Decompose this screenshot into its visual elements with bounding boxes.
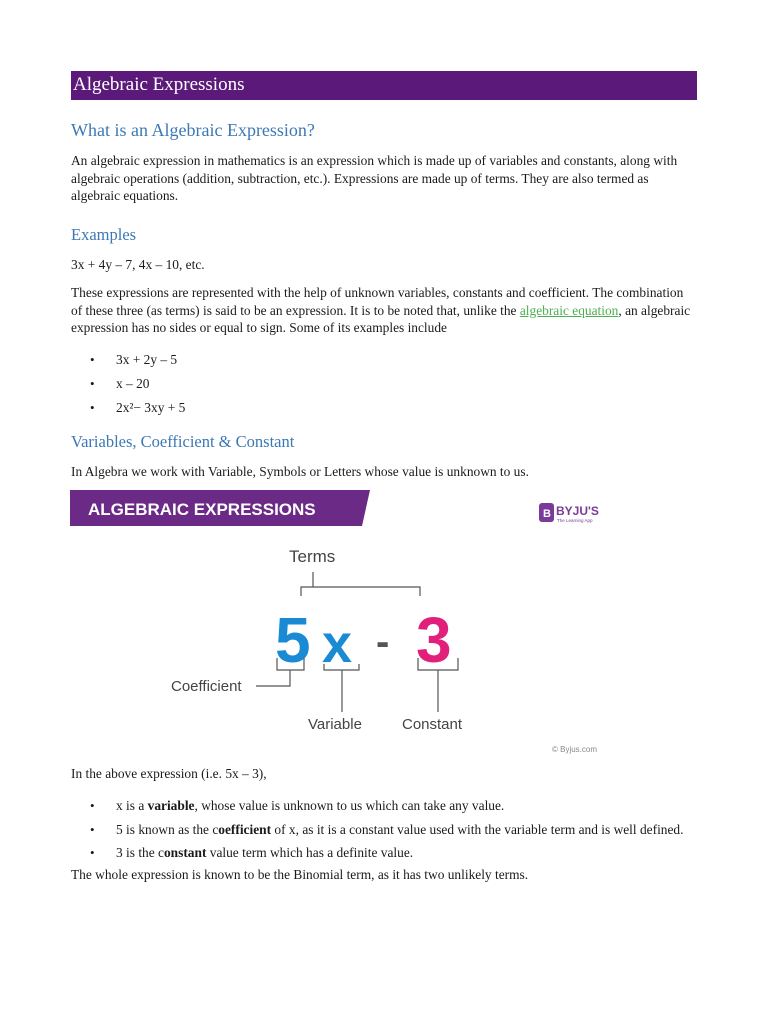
item-bold-text: oefficient	[218, 821, 272, 837]
terms-label: Terms	[289, 546, 336, 566]
list-item: • 3x + 2y – 5	[71, 351, 697, 369]
item-text: 3 is the c	[116, 845, 164, 860]
item-text: 5 is known as the c	[116, 821, 219, 837]
constant-digit: 3	[416, 603, 452, 676]
list-item	[71, 844, 697, 862]
binomial-paragraph: The whole expression is known to be the Binomial term, as it has two unlikely terms.	[71, 866, 529, 882]
item-bold-text: variable	[147, 798, 195, 813]
brand-name: BYJU'S	[556, 503, 599, 518]
coefficient-label: Coefficient	[171, 677, 242, 695]
item-text: , whose value is unknown to us which can take any value.	[194, 798, 505, 813]
figure-illustration	[70, 490, 620, 765]
example-list	[71, 351, 697, 417]
brand-tagline: The Learning App	[557, 517, 593, 523]
explanation-text-end: , an algebraic expression has no sides or equal to sign. Some of its examples include	[71, 302, 691, 335]
copyright-text: © Byjus.com	[552, 744, 598, 754]
constant-label: Constant	[402, 715, 463, 733]
explanation-paragraph	[71, 284, 697, 337]
variable-label: Variable	[308, 715, 362, 733]
svg-text:B: B	[543, 507, 551, 520]
byjus-logo	[539, 503, 599, 523]
list-item	[71, 821, 697, 839]
expression-paragraph: In the above expression (i.e. 5x – 3),	[71, 765, 267, 781]
page-title: Algebraic Expressions	[71, 71, 697, 100]
algebraic-equation-link[interactable]: algebraic equation	[519, 302, 619, 318]
examples-line: 3x + 4y – 7, 4x – 10, etc.	[71, 256, 205, 272]
coefficient-digit: 5	[275, 603, 311, 676]
algebra-paragraph: In Algebra we work with Variable, Symbols or Letters whose value is unknown to us.	[71, 464, 529, 479]
document-page	[71, 71, 697, 883]
item-text: x is a	[116, 798, 148, 813]
item-bold-text: onstant	[163, 845, 207, 860]
minus-sign: -	[376, 619, 390, 664]
explanation-list	[71, 797, 697, 862]
heading-variables: Variables, Coefficient & Constant	[71, 432, 295, 451]
item-text: value term which has a definite value.	[206, 845, 414, 860]
heading-what-is: What is an Algebraic Expression?	[71, 120, 315, 140]
item-text: of x, as it is a constant value used with the variable term and is well defined.	[271, 821, 684, 837]
list-item	[71, 797, 697, 815]
list-item: • x – 20	[71, 375, 697, 393]
heading-examples: Examples	[71, 224, 137, 244]
intro-paragraph: An algebraic expression in mathematics is an expression which is made up of variables and constants, along with algebraic operations (addition, subtraction, etc.). Expressions are made up of terms. They are also termed as algebraic equations.	[71, 153, 678, 203]
terms-bracket	[301, 572, 420, 596]
explanation-text-start: These expressions are represented with the help of unknown variables, constants and coefficient. The combination of these three (as terms) is said to be an expression. It is to be noted that, unlike the	[71, 285, 684, 318]
list-item: • 2x²− 3xy + 5	[71, 399, 697, 417]
algebraic-expression-figure	[70, 490, 620, 765]
variable-letter: x	[322, 613, 353, 674]
figure-banner-text: ALGEBRAIC EXPRESSIONS	[88, 499, 316, 519]
